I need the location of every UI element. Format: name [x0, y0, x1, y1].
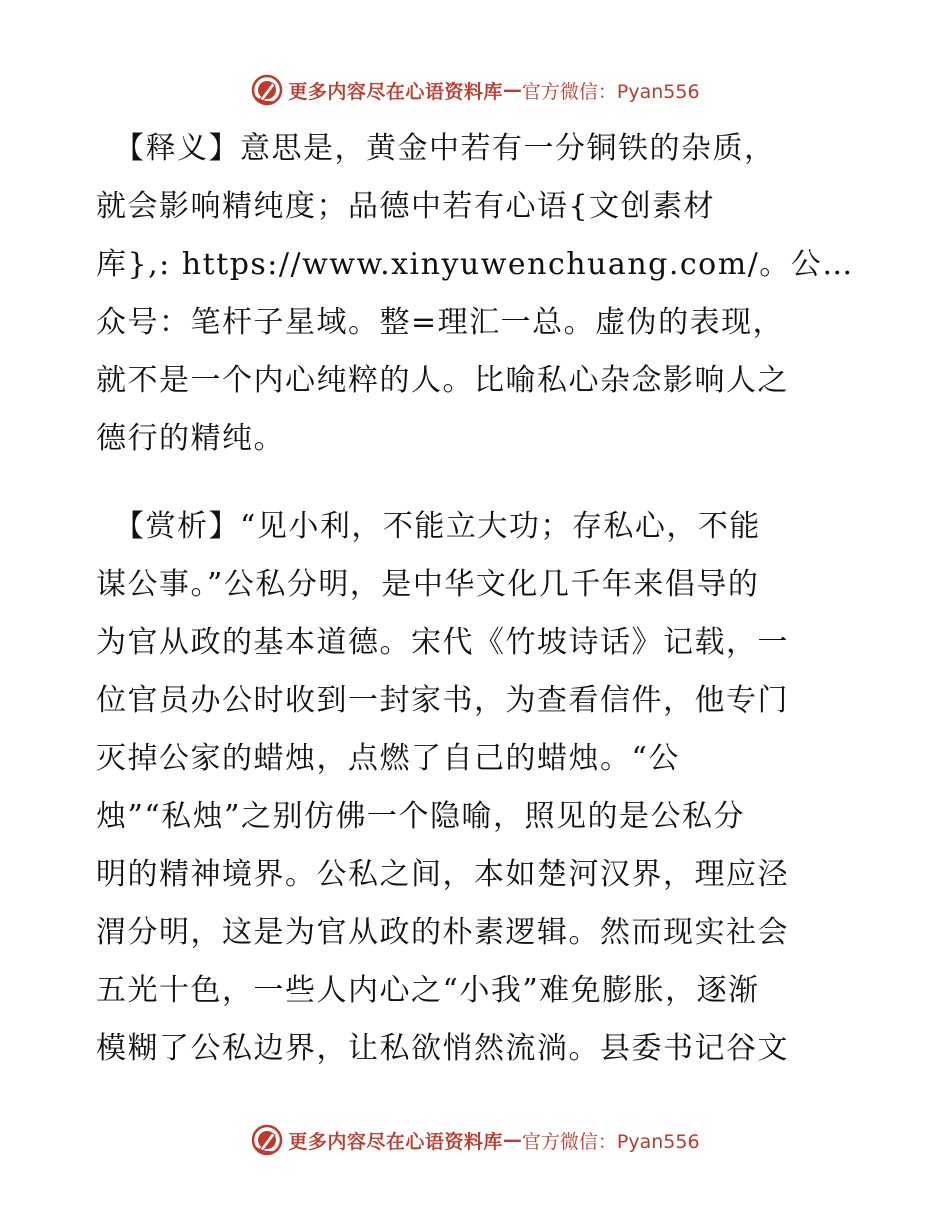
banner-wechat: 官方微信：Pyan556	[521, 1130, 700, 1153]
paragraph-analysis	[96, 498, 856, 1078]
text-line: 烛”“私烛”之别仿佛一个隐喻，照见的是公私分	[96, 799, 746, 834]
pen-logo-icon	[250, 1123, 284, 1157]
text-line: 五光十色，一些人内心之“小我”难免膨胀，逐渐	[96, 973, 760, 1008]
text-line: 位官员办公时收到一封家书，为查看信件，他专门	[96, 683, 789, 718]
text-line: 德行的精纯。	[96, 421, 285, 456]
text-line: 灭掉公家的蜡烛，点燃了自己的蜡烛。“公	[96, 741, 680, 776]
text-line: 【赏析】“见小利，不能立大功；存私心，不能	[114, 509, 761, 544]
text-line: 就不是一个内心纯粹的人。比喻私心杂念影响人之	[96, 363, 789, 398]
pen-logo-icon	[250, 73, 284, 107]
text-line: 渭分明，这是为官从政的朴素逻辑。然而现实社会	[96, 915, 789, 950]
banner-title: 更多内容尽在心语资料库	[288, 1130, 503, 1153]
document-body	[96, 120, 856, 1078]
text-line: 就会影响精纯度；品德中若有心语{文创素材	[96, 189, 716, 224]
text-line: 众号：笔杆子星域。整=理汇一总。虚伪的表现，	[96, 305, 785, 340]
header-banner	[0, 70, 950, 110]
banner-separator: —	[502, 1129, 522, 1151]
text-line: 明的精神境界。公私之间，本如楚河汉界，理应泾	[96, 857, 789, 892]
text-line: 库},: https://www.xinyuwenchuang.com/。公…	[96, 247, 854, 282]
text-line: 为官从政的基本道德。宋代《竹坡诗话》记载，一	[96, 625, 789, 660]
banner-title: 更多内容尽在心语资料库	[288, 80, 503, 103]
paragraph-gap	[96, 468, 856, 498]
banner-wechat: 官方微信：Pyan556	[521, 80, 700, 103]
footer-banner	[0, 1120, 950, 1160]
text-line: 谋公事。”公私分明，是中华文化几千年来倡导的	[96, 567, 760, 602]
paragraph-explanation	[96, 120, 856, 468]
banner-separator: —	[502, 79, 522, 101]
text-line: 模糊了公私边界，让私欲悄然流淌。县委书记谷文	[96, 1031, 789, 1066]
text-line: 【释义】意思是，黄金中若有一分铜铁的杂质，	[114, 131, 776, 166]
